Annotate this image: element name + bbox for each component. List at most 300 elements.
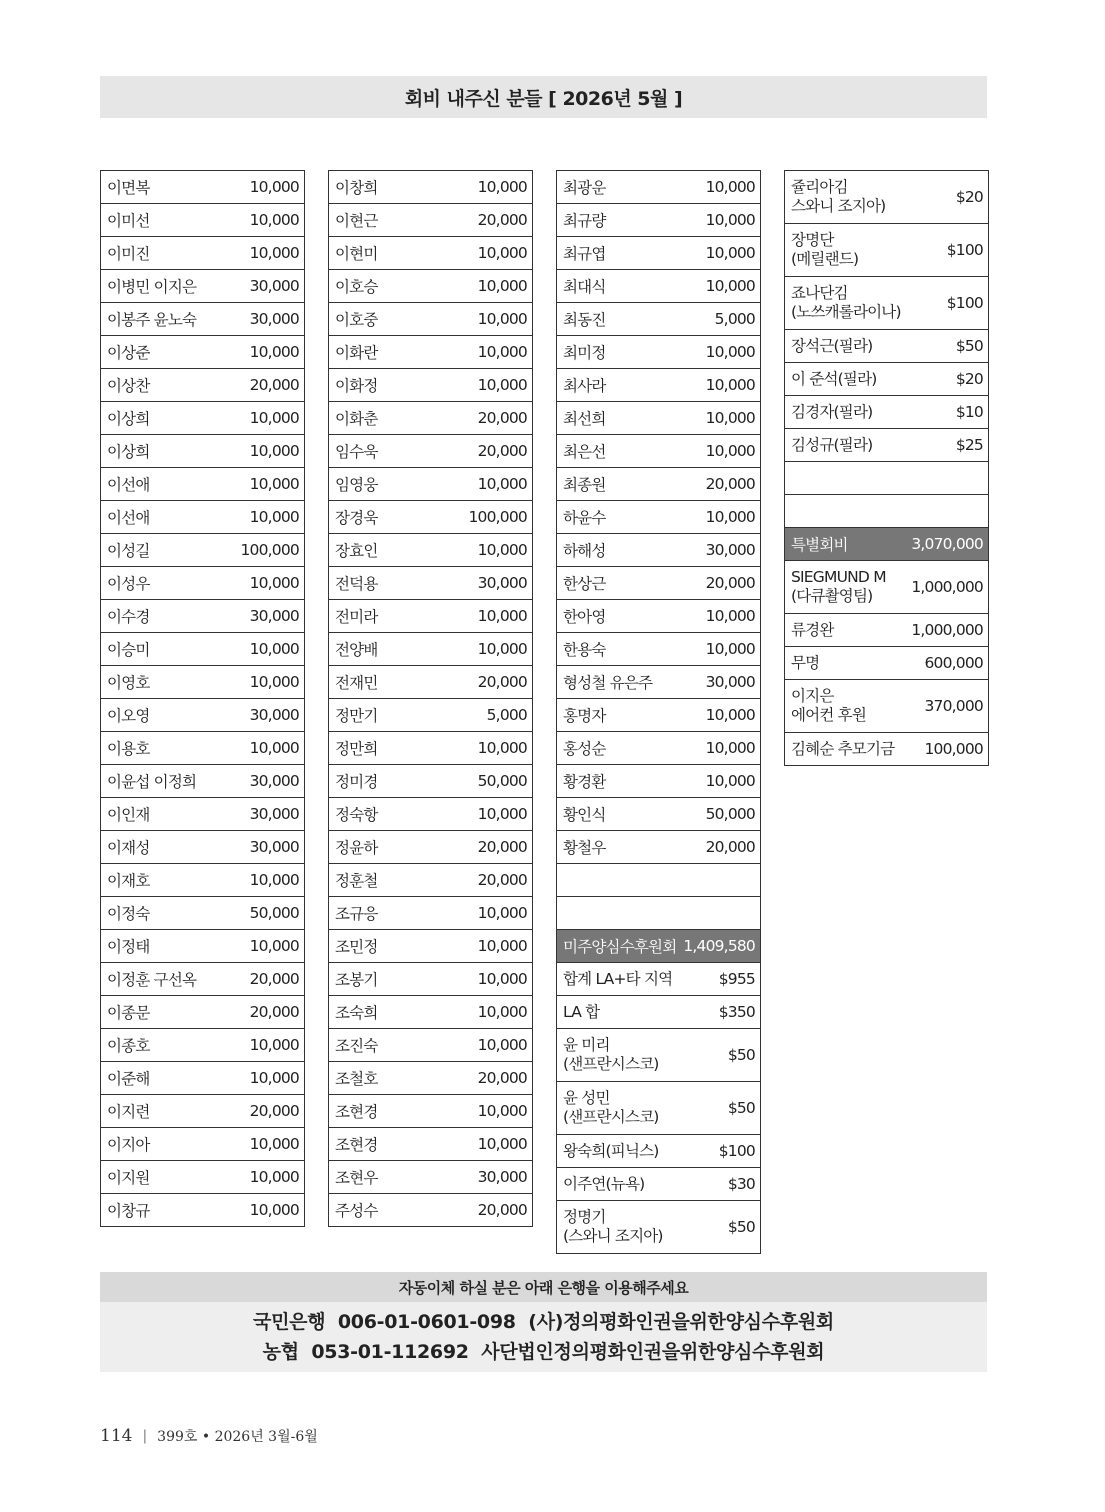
donation-amount: 20,000 xyxy=(477,211,527,229)
donor-name xyxy=(563,1142,659,1161)
donor-row xyxy=(101,963,304,996)
donor-name-line: 윤 성민 xyxy=(563,1089,610,1107)
donor-name-line: (메릴랜드) xyxy=(791,250,859,268)
donor-name: 조민정 xyxy=(335,938,378,956)
donor-name: 이정태 xyxy=(107,938,150,956)
donor-name: 최종원 xyxy=(563,476,606,494)
donation-amount: 10,000 xyxy=(477,607,527,625)
donor-name: 이화춘 xyxy=(335,410,378,428)
donor-row xyxy=(329,435,532,468)
donor-row xyxy=(101,369,304,402)
donor-name: 최광운 xyxy=(563,179,606,197)
donor-row xyxy=(557,468,760,501)
donation-amount: 10,000 xyxy=(477,1036,527,1054)
donor-name-line: (샌프란시스코) xyxy=(563,1055,659,1073)
bank-notice: 자동이체 하실 분은 아래 은행을 이용해주세요 xyxy=(100,1272,987,1302)
donor-row xyxy=(101,831,304,864)
donor-row xyxy=(329,996,532,1029)
donor-name: 이상희 xyxy=(107,443,150,461)
donor-name: 황경환 xyxy=(563,773,606,791)
donor-name: 이오영 xyxy=(107,707,150,725)
donor-name-line: 이주연(뉴욕) xyxy=(563,1174,645,1193)
donor-row xyxy=(101,1194,304,1227)
donation-amount: 20,000 xyxy=(249,376,299,394)
donor-row xyxy=(557,666,760,699)
donation-amount: 10,000 xyxy=(249,442,299,460)
donation-amount: 30,000 xyxy=(249,310,299,328)
donation-amount: 10,000 xyxy=(705,277,755,295)
donor-row xyxy=(785,680,988,733)
donor-row xyxy=(557,303,760,336)
donor-name: 하해성 xyxy=(563,542,606,560)
donor-row xyxy=(557,204,760,237)
donor-row xyxy=(329,699,532,732)
donor-name xyxy=(791,403,872,422)
donor-name: 정숙항 xyxy=(335,806,378,824)
donor-name: 하윤수 xyxy=(563,509,606,527)
donor-name: 이영호 xyxy=(107,674,150,692)
donation-amount: 10,000 xyxy=(249,1135,299,1153)
donor-row xyxy=(101,798,304,831)
donor-row xyxy=(785,561,988,614)
donor-name: 이정훈 구선옥 xyxy=(107,971,197,989)
donor-row xyxy=(101,1161,304,1194)
donor-name: 임수욱 xyxy=(335,443,378,461)
donation-amount: 5,000 xyxy=(714,310,755,328)
donor-name: 장경욱 xyxy=(335,509,378,527)
donor-row xyxy=(329,468,532,501)
donor-row xyxy=(329,963,532,996)
donor-name xyxy=(791,370,877,389)
donor-name: 최은선 xyxy=(563,443,606,461)
donation-amount: 100,000 xyxy=(468,508,527,526)
donor-name xyxy=(563,1036,659,1074)
donor-row xyxy=(785,363,988,396)
donor-name-line: 스와니 조지아) xyxy=(791,197,886,215)
donor-row xyxy=(785,277,988,330)
donation-amount: 10,000 xyxy=(249,574,299,592)
donation-amount: 30,000 xyxy=(249,805,299,823)
donor-row xyxy=(557,699,760,732)
donor-name: 이봉주 윤노숙 xyxy=(107,311,197,329)
donor-row xyxy=(557,1082,760,1135)
donation-amount: 30,000 xyxy=(477,1168,527,1186)
donation-amount: 10,000 xyxy=(477,244,527,262)
donation-amount: $10 xyxy=(955,403,983,421)
donor-name xyxy=(563,970,672,989)
donation-amount: 20,000 xyxy=(705,838,755,856)
donation-amount: 3,070,000 xyxy=(911,535,983,553)
donor-name: 이현미 xyxy=(335,245,378,263)
donor-name xyxy=(563,1003,599,1022)
donor-name-line: 김성규(필라) xyxy=(791,435,873,454)
donor-name xyxy=(791,178,885,216)
donor-name-line: 이지은 xyxy=(791,687,834,705)
donor-name-line: 합계 LA+타 지역 xyxy=(563,969,673,988)
donor-row xyxy=(785,495,988,528)
donor-row xyxy=(557,534,760,567)
donor-name: 홍명자 xyxy=(563,707,606,725)
donation-amount: 20,000 xyxy=(477,1069,527,1087)
donation-amount: 10,000 xyxy=(477,475,527,493)
donor-row xyxy=(329,402,532,435)
donor-row xyxy=(557,369,760,402)
donation-amount: 20,000 xyxy=(477,871,527,889)
donor-name xyxy=(791,436,872,455)
donor-name: 최미정 xyxy=(563,344,606,362)
donation-amount: 10,000 xyxy=(705,739,755,757)
donor-name: 최규엽 xyxy=(563,245,606,263)
donor-name xyxy=(791,654,819,673)
donor-name: 조현경 xyxy=(335,1103,378,1121)
donor-row xyxy=(101,699,304,732)
donor-name: 최선희 xyxy=(563,410,606,428)
donation-amount: 10,000 xyxy=(477,277,527,295)
donor-name-line: 왕숙희(피닉스) xyxy=(563,1141,659,1160)
donation-amount: 1,000,000 xyxy=(911,578,983,596)
donor-name: 이정숙 xyxy=(107,905,150,923)
donor-name: 이호중 xyxy=(335,311,378,329)
donor-row xyxy=(329,1194,532,1227)
donor-row xyxy=(329,1095,532,1128)
donor-row xyxy=(329,501,532,534)
donor-name: 조현우 xyxy=(335,1169,378,1187)
bank-account-nonghyup: 농협 053-01-112692 사단법인정의평화인권을위한양심수후원회 xyxy=(262,1341,825,1363)
donation-amount: 1,000,000 xyxy=(911,621,983,639)
donor-name xyxy=(791,621,834,640)
donor-name: 정훈철 xyxy=(335,872,378,890)
donor-row xyxy=(101,1128,304,1161)
donation-amount: 10,000 xyxy=(249,343,299,361)
donor-name: 이용호 xyxy=(107,740,150,758)
donation-amount: 10,000 xyxy=(705,706,755,724)
donor-row xyxy=(101,633,304,666)
donation-amount: 20,000 xyxy=(477,409,527,427)
donor-name: 이윤섭 이정희 xyxy=(107,773,197,791)
donor-row xyxy=(329,897,532,930)
donor-name: 이화란 xyxy=(335,344,378,362)
donor-row xyxy=(101,237,304,270)
donation-amount: 30,000 xyxy=(477,574,527,592)
donor-row xyxy=(557,798,760,831)
donor-name: 이성길 xyxy=(107,542,150,560)
donor-name: 최대식 xyxy=(563,278,606,296)
donation-amount: 10,000 xyxy=(249,508,299,526)
donor-row xyxy=(329,732,532,765)
donor-row xyxy=(329,864,532,897)
donor-row xyxy=(557,765,760,798)
donation-amount: 50,000 xyxy=(705,805,755,823)
donation-amount: 20,000 xyxy=(477,1201,527,1219)
donor-name-line: 류경완 xyxy=(791,620,834,639)
donor-name-line: 이 준석(필라) xyxy=(791,369,877,388)
donation-amount: $955 xyxy=(718,970,755,988)
page-title: 회비 내주신 분들 [ 2026년 5월 ] xyxy=(100,76,987,118)
donor-name: 이지련 xyxy=(107,1103,150,1121)
donor-row xyxy=(329,1128,532,1161)
donor-column-1 xyxy=(100,170,305,1227)
donor-name xyxy=(563,1175,644,1194)
donor-name: 이상준 xyxy=(107,344,150,362)
donation-amount: 10,000 xyxy=(477,805,527,823)
donation-amount: 50,000 xyxy=(249,904,299,922)
donation-amount: 100,000 xyxy=(240,541,299,559)
donor-row xyxy=(557,897,760,930)
donor-row xyxy=(101,732,304,765)
donor-row xyxy=(557,270,760,303)
donation-amount: $20 xyxy=(955,370,983,388)
donation-amount: 10,000 xyxy=(249,871,299,889)
donor-row xyxy=(785,614,988,647)
donor-name-line: 죠나단김 xyxy=(791,284,848,302)
donor-row xyxy=(557,600,760,633)
donation-amount: 1,409,580 xyxy=(683,937,755,955)
donor-name: 이재성 xyxy=(107,839,150,857)
donation-amount: 50,000 xyxy=(477,772,527,790)
donation-amount: 10,000 xyxy=(249,739,299,757)
donation-amount: 10,000 xyxy=(705,508,755,526)
donation-amount: 10,000 xyxy=(705,640,755,658)
donor-row xyxy=(329,369,532,402)
donor-row xyxy=(785,462,988,495)
donor-name: 전재민 xyxy=(335,674,378,692)
donor-row xyxy=(785,330,988,363)
donor-name: 이선애 xyxy=(107,509,150,527)
donor-row xyxy=(329,1029,532,1062)
donation-amount: 10,000 xyxy=(477,343,527,361)
donor-name: 한상근 xyxy=(563,575,606,593)
donor-name: 이미선 xyxy=(107,212,150,230)
donation-amount: 10,000 xyxy=(705,244,755,262)
donor-name-line: (다큐촬영팀) xyxy=(791,587,873,605)
donor-name: 조봉기 xyxy=(335,971,378,989)
donation-amount: $100 xyxy=(718,1142,755,1160)
donor-row xyxy=(101,930,304,963)
donor-name: 이종호 xyxy=(107,1037,150,1055)
donor-name xyxy=(791,687,866,725)
donor-row xyxy=(101,171,304,204)
donation-amount: 30,000 xyxy=(705,541,755,559)
donor-name xyxy=(563,1089,659,1127)
donor-name-line: 무명 xyxy=(791,653,820,672)
donor-row xyxy=(101,270,304,303)
donor-row xyxy=(329,303,532,336)
donor-name: 정미경 xyxy=(335,773,378,791)
donor-name: 이지원 xyxy=(107,1169,150,1187)
donor-name: 이재호 xyxy=(107,872,150,890)
donation-amount: 10,000 xyxy=(249,475,299,493)
donor-name: 이면복 xyxy=(107,179,150,197)
donor-name-line: 에어컨 후원 xyxy=(791,706,866,724)
donor-row xyxy=(329,237,532,270)
donation-amount: $50 xyxy=(727,1046,755,1064)
donor-row xyxy=(557,963,760,996)
donation-amount: 10,000 xyxy=(249,673,299,691)
donor-row xyxy=(329,765,532,798)
donation-amount: 10,000 xyxy=(477,310,527,328)
donor-name: 전덕용 xyxy=(335,575,378,593)
donor-name: 이선애 xyxy=(107,476,150,494)
donor-name: 이병민 이지은 xyxy=(107,278,197,296)
donor-row xyxy=(329,567,532,600)
footer-separator: | xyxy=(142,1428,148,1444)
donor-name: 황철우 xyxy=(563,839,606,857)
donor-row xyxy=(557,864,760,897)
donor-row xyxy=(101,435,304,468)
donor-name-line: SIEGMUND M xyxy=(791,568,886,586)
donor-name: 최규량 xyxy=(563,212,606,230)
donor-row xyxy=(101,567,304,600)
donor-row xyxy=(329,534,532,567)
donor-name-line: 장석근(필라) xyxy=(791,336,873,355)
donation-amount: 20,000 xyxy=(249,1102,299,1120)
donor-name: 최사라 xyxy=(563,377,606,395)
donation-amount: 10,000 xyxy=(249,1201,299,1219)
donation-amount: 10,000 xyxy=(705,343,755,361)
donor-name: 이승미 xyxy=(107,641,150,659)
donor-row xyxy=(329,831,532,864)
donor-row xyxy=(329,798,532,831)
donation-amount: 10,000 xyxy=(249,1036,299,1054)
donor-row xyxy=(329,633,532,666)
donor-column-4 xyxy=(784,170,989,766)
donor-name-line: 쥴리아김 xyxy=(791,178,848,196)
donor-name: 전양배 xyxy=(335,641,378,659)
donor-name: 형성철 유은주 xyxy=(563,674,653,692)
donor-name xyxy=(791,337,872,356)
donation-amount: $50 xyxy=(727,1099,755,1117)
donor-name: 이종문 xyxy=(107,1004,150,1022)
donor-row xyxy=(101,501,304,534)
donor-row xyxy=(101,600,304,633)
donor-name: 조규응 xyxy=(335,905,378,923)
donor-row xyxy=(785,429,988,462)
section-header-row xyxy=(785,528,988,561)
page-number: 114 xyxy=(100,1426,133,1446)
donor-row xyxy=(101,468,304,501)
donor-name: 전미라 xyxy=(335,608,378,626)
donation-amount: 10,000 xyxy=(705,607,755,625)
donor-name-line: 윤 미리 xyxy=(563,1036,610,1054)
donation-amount: 10,000 xyxy=(705,409,755,427)
donor-name xyxy=(791,284,901,322)
donation-amount: 10,000 xyxy=(477,178,527,196)
donor-name: 조철호 xyxy=(335,1070,378,1088)
donor-name: 이창희 xyxy=(335,179,378,197)
donor-column-3 xyxy=(556,170,761,1254)
donor-name: 주성수 xyxy=(335,1202,378,1220)
donor-row xyxy=(101,897,304,930)
donor-name: 정만희 xyxy=(335,740,378,758)
donor-name: 최동진 xyxy=(563,311,606,329)
donor-row xyxy=(557,831,760,864)
donor-name: 이상희 xyxy=(107,410,150,428)
donation-amount: $100 xyxy=(946,294,983,312)
donor-row xyxy=(101,1062,304,1095)
donor-name: 장효인 xyxy=(335,542,378,560)
donor-row xyxy=(785,647,988,680)
donation-amount: $20 xyxy=(955,188,983,206)
donor-name: 이상찬 xyxy=(107,377,150,395)
donor-name-line: 정명기 xyxy=(563,1208,606,1226)
donor-name: 조숙희 xyxy=(335,1004,378,1022)
donation-amount: 10,000 xyxy=(705,442,755,460)
bank-account-kookmin: 국민은행 006-01-0601-098 (사)정의평화인권을위한양심수후원회 xyxy=(253,1311,834,1333)
donation-amount: 20,000 xyxy=(477,838,527,856)
donor-row xyxy=(785,733,988,766)
donation-amount: 5,000 xyxy=(486,706,527,724)
donation-amount: 20,000 xyxy=(705,574,755,592)
donor-row xyxy=(557,996,760,1029)
donation-amount: 10,000 xyxy=(705,211,755,229)
donor-name: 조진숙 xyxy=(335,1037,378,1055)
donation-amount: 20,000 xyxy=(477,673,527,691)
issue-info: 399호 • 2026년 3월-6월 xyxy=(157,1429,318,1445)
page-footer xyxy=(100,1426,318,1446)
donor-row xyxy=(101,1029,304,1062)
donor-name: 이수경 xyxy=(107,608,150,626)
donor-name xyxy=(791,740,894,759)
bank-accounts xyxy=(100,1302,987,1372)
donor-row xyxy=(329,270,532,303)
donor-row xyxy=(557,1201,760,1254)
donor-row xyxy=(101,765,304,798)
donor-name-line: 장명단 xyxy=(791,231,834,249)
donor-name-line: (샌프란시스코) xyxy=(563,1108,659,1126)
donation-amount: 10,000 xyxy=(477,970,527,988)
donor-row xyxy=(557,435,760,468)
donor-name-line: (노쓰캐롤라이나) xyxy=(791,303,901,321)
donor-name: 한아영 xyxy=(563,608,606,626)
donor-row xyxy=(329,1062,532,1095)
donor-name: 정윤하 xyxy=(335,839,378,857)
donor-row xyxy=(329,930,532,963)
donation-amount: 30,000 xyxy=(249,838,299,856)
donor-row xyxy=(101,303,304,336)
donor-name: 임영웅 xyxy=(335,476,378,494)
donor-row xyxy=(785,171,988,224)
donation-amount: 10,000 xyxy=(249,1069,299,1087)
donor-row xyxy=(557,171,760,204)
donor-name: 이준해 xyxy=(107,1070,150,1088)
donor-row xyxy=(557,567,760,600)
donation-amount: 30,000 xyxy=(249,607,299,625)
donation-amount: 10,000 xyxy=(477,1102,527,1120)
donor-name: 이호승 xyxy=(335,278,378,296)
donor-name: 이화정 xyxy=(335,377,378,395)
donation-amount: 10,000 xyxy=(477,739,527,757)
donation-amount: 10,000 xyxy=(477,904,527,922)
donation-amount: 10,000 xyxy=(249,1168,299,1186)
donor-row xyxy=(557,501,760,534)
donor-row xyxy=(101,1095,304,1128)
donor-name: 미주양심수후원회 xyxy=(563,938,677,956)
donor-name-line: LA 합 xyxy=(563,1002,600,1021)
donation-amount: 30,000 xyxy=(249,772,299,790)
donor-column-2 xyxy=(328,170,533,1227)
donor-row xyxy=(101,336,304,369)
donation-amount: 10,000 xyxy=(249,640,299,658)
donation-amount: 20,000 xyxy=(249,1003,299,1021)
donor-row xyxy=(329,204,532,237)
donation-amount: 10,000 xyxy=(249,211,299,229)
donor-row xyxy=(101,204,304,237)
donation-amount: $100 xyxy=(946,241,983,259)
donor-name-line: 김경자(필라) xyxy=(791,402,873,421)
donation-amount: 10,000 xyxy=(705,376,755,394)
donor-name xyxy=(791,568,886,606)
donation-amount: 20,000 xyxy=(477,442,527,460)
